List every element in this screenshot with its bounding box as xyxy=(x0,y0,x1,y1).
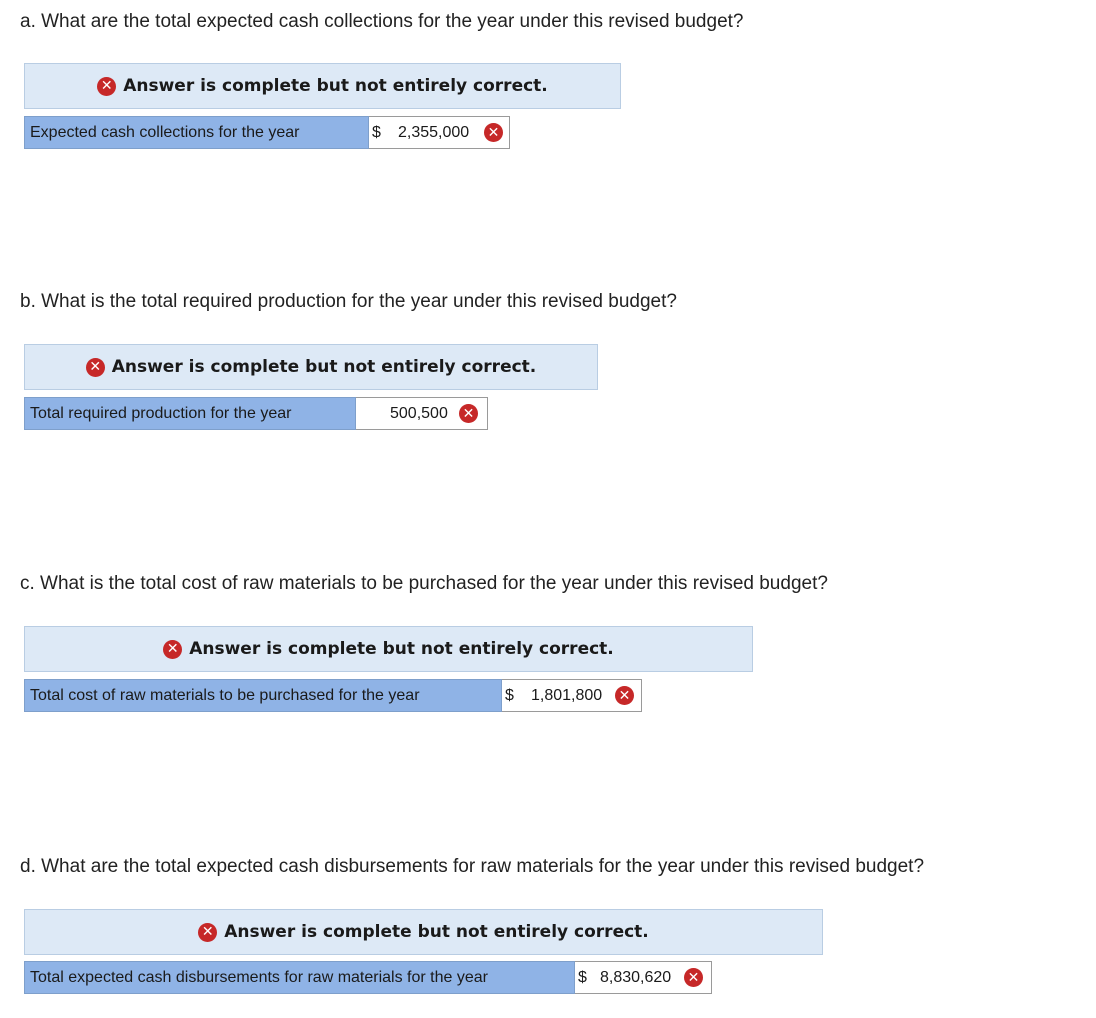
feedback-text: Answer is complete but not entirely correct. xyxy=(123,76,548,96)
answer-value-field[interactable] xyxy=(356,397,488,430)
x-circle-icon: ✕ xyxy=(86,358,105,377)
question-b-feedback-banner xyxy=(24,344,598,390)
answer-amount: 2,355,000 xyxy=(398,124,470,141)
currency-symbol: $ xyxy=(505,687,514,704)
x-circle-icon: ✕ xyxy=(198,923,217,942)
answer-value-field[interactable] xyxy=(369,116,510,149)
feedback-text: Answer is complete but not entirely correct. xyxy=(224,922,649,942)
answer-value-field[interactable] xyxy=(502,679,642,712)
question-d-prompt: d. What are the total expected cash disbursements for raw materials for the year under this revised budget? xyxy=(20,856,925,877)
answer-amount: 500,500 xyxy=(390,405,448,422)
question-c-answer-row xyxy=(24,679,642,712)
answer-value-field[interactable] xyxy=(575,961,712,994)
answer-label: Total cost of raw materials to be purchased for the year xyxy=(24,679,502,712)
question-a-feedback-banner xyxy=(24,63,621,109)
question-b-answer-row xyxy=(24,397,488,430)
question-a-answer-row xyxy=(24,116,510,149)
x-circle-icon: ✕ xyxy=(459,404,478,423)
question-c-prompt: c. What is the total cost of raw materials to be purchased for the year under this revised budget? xyxy=(20,573,828,594)
feedback-text: Answer is complete but not entirely correct. xyxy=(189,639,614,659)
currency-symbol: $ xyxy=(372,124,381,141)
x-circle-icon: ✕ xyxy=(97,77,116,96)
question-d-answer-row xyxy=(24,961,712,994)
x-circle-icon: ✕ xyxy=(615,686,634,705)
question-b-prompt: b. What is the total required production for the year under this revised budget? xyxy=(20,291,677,312)
answer-label: Expected cash collections for the year xyxy=(24,116,369,149)
question-c-feedback-banner xyxy=(24,626,753,672)
answer-label: Total expected cash disbursements for raw materials for the year xyxy=(24,961,575,994)
feedback-text: Answer is complete but not entirely correct. xyxy=(111,357,537,377)
answer-amount: 8,830,620 xyxy=(600,969,672,986)
answer-amount: 1,801,800 xyxy=(531,687,603,704)
answer-label: Total required production for the year xyxy=(24,397,356,430)
question-d-feedback-banner xyxy=(24,909,823,955)
x-circle-icon: ✕ xyxy=(484,123,503,142)
x-circle-icon: ✕ xyxy=(684,968,703,987)
question-a-prompt: a. What are the total expected cash collections for the year under this revised budget? xyxy=(20,11,744,32)
currency-symbol: $ xyxy=(578,969,587,986)
x-circle-icon: ✕ xyxy=(163,640,182,659)
